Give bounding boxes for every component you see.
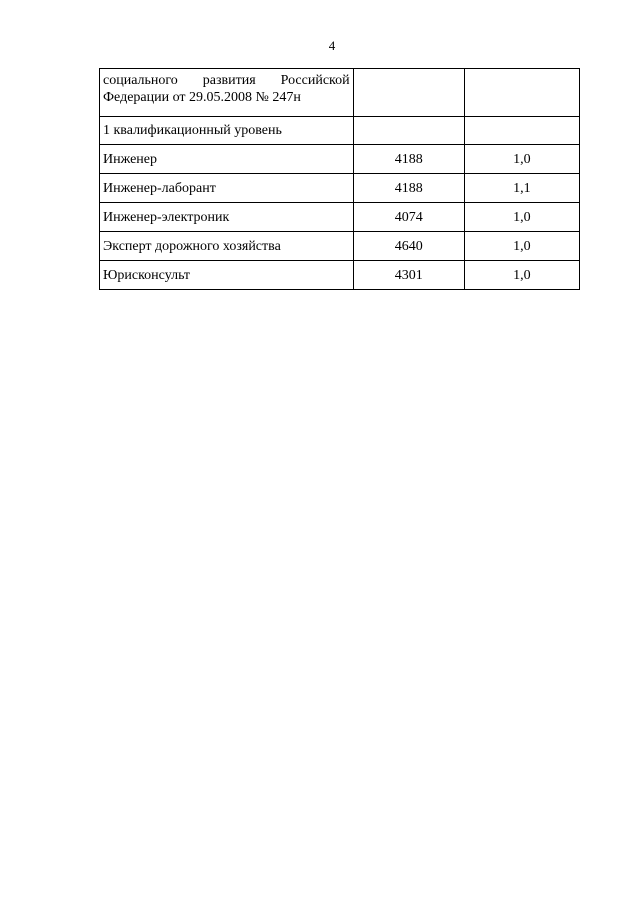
coefficient-value: 1,0: [464, 203, 579, 232]
table-row: [100, 145, 580, 174]
salary-value: 4074: [353, 203, 464, 232]
level-empty-coefficient-cell: [464, 117, 579, 145]
position-name: Инженер: [100, 145, 354, 174]
salary-value: 4301: [353, 261, 464, 290]
table-row: [100, 203, 580, 232]
position-name: Эксперт дорожного хозяйства: [100, 232, 354, 261]
header-text-cell: [100, 69, 354, 117]
position-name: Юрисконсульт: [100, 261, 354, 290]
salary-value: 4188: [353, 174, 464, 203]
header-empty-salary-cell: [353, 69, 464, 117]
level-empty-salary-cell: [353, 117, 464, 145]
coefficient-value: 1,0: [464, 261, 579, 290]
position-name: Инженер-лаборант: [100, 174, 354, 203]
salary-table: [99, 68, 580, 290]
table-header-row: [100, 69, 580, 117]
page-number: 4: [328, 38, 336, 53]
salary-value: 4640: [353, 232, 464, 261]
position-name: Инженер-электроник: [100, 203, 354, 232]
table-row: [100, 174, 580, 203]
table-row: [100, 261, 580, 290]
coefficient-value: 1,0: [464, 145, 579, 174]
qualification-level-row: [100, 117, 580, 145]
coefficient-value: 1,0: [464, 232, 579, 261]
qualification-level-label: 1 квалификационный уровень: [100, 117, 354, 145]
header-text-line2: Федерации от 29.05.2008 № 247н: [103, 90, 301, 105]
table-row: [100, 232, 580, 261]
header-empty-coefficient-cell: [464, 69, 579, 117]
header-text-line1: социального развития Российской: [103, 73, 350, 88]
coefficient-value: 1,1: [464, 174, 579, 203]
salary-value: 4188: [353, 145, 464, 174]
